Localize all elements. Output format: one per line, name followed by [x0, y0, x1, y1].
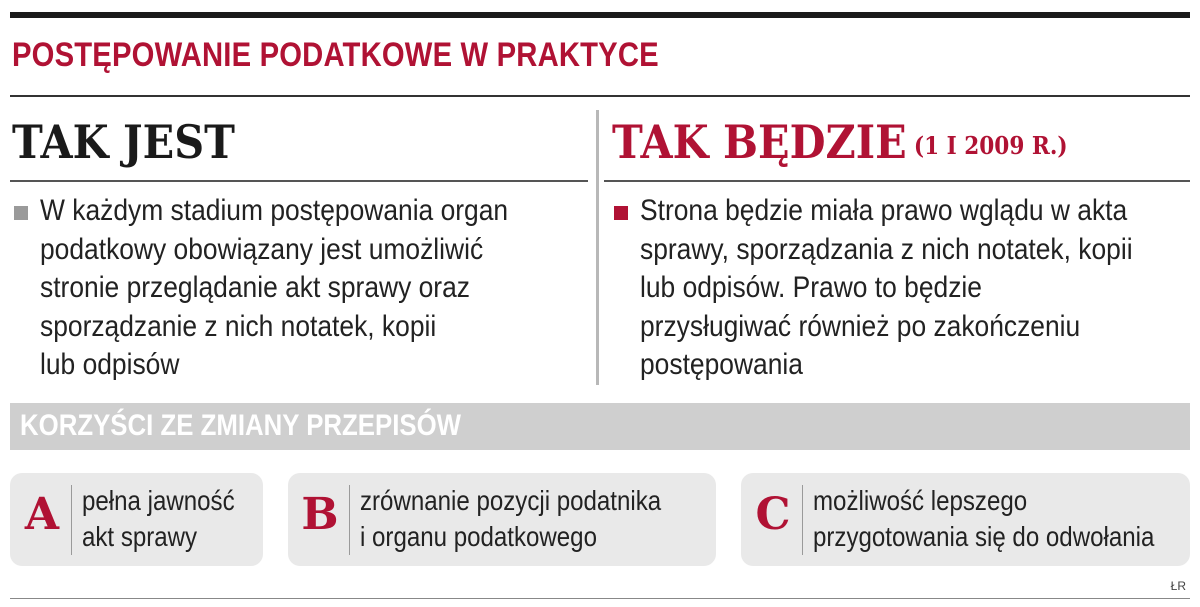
- top-rule: [10, 12, 1190, 18]
- benefits-header-bar: [10, 403, 1190, 450]
- future-state-heading: [612, 116, 1068, 172]
- benefit-line: pełna jawność: [82, 485, 235, 516]
- card-separator: [802, 485, 803, 555]
- current-state-line: sporządzanie z nich notatek, kopii: [40, 309, 437, 343]
- bottom-rule: [10, 598, 1190, 599]
- right-column-rule: [604, 180, 1190, 182]
- benefit-letter: C: [755, 489, 791, 540]
- current-state-line: lub odpisów: [40, 348, 180, 381]
- effective-date: (1 I 2009 R.): [913, 131, 1068, 160]
- benefit-text: [813, 483, 1154, 555]
- current-state-heading: [12, 116, 235, 168]
- benefit-line: przygotowania się do odwołania: [813, 521, 1155, 552]
- benefits-title: KORZYŚCI ZE ZMIANY PRZEPISÓW: [20, 409, 462, 442]
- future-state-line: przysługiwać również po zakończeniu: [640, 309, 1081, 343]
- current-state-text: [40, 192, 568, 385]
- future-state-line: lub odpisów. Prawo to będzie: [640, 271, 982, 304]
- benefit-line: akt sprawy: [82, 521, 198, 552]
- current-state-line: W każdym stadium postępowania organ: [40, 194, 509, 227]
- current-state-line: podatkowy obowiązany jest umożliwić: [40, 232, 484, 266]
- card-separator: [349, 485, 350, 555]
- benefit-letter: B: [301, 489, 339, 540]
- left-column-rule: [10, 180, 588, 182]
- page-title: POSTĘPOWANIE PODATKOWE W PRAKTYCE: [12, 36, 659, 74]
- column-divider: [596, 110, 599, 385]
- square-bullet-icon: [14, 206, 28, 220]
- current-state-heading-text: TAK JEST: [12, 115, 235, 169]
- future-state-text: [640, 192, 1194, 385]
- benefit-card-b: [288, 473, 716, 566]
- current-state-line: stronie przeglądanie akt sprawy oraz: [40, 271, 470, 304]
- benefit-card-c: [741, 473, 1190, 566]
- benefit-line: możliwość lepszego: [813, 485, 1028, 516]
- square-bullet-icon: [614, 206, 628, 220]
- future-state-line: postępowania: [640, 348, 803, 381]
- benefit-line: i organu podatkowego: [360, 521, 597, 552]
- benefit-text: [360, 483, 661, 555]
- author-credit: ŁR: [1170, 579, 1186, 593]
- future-state-heading-text: TAK BĘDZIE: [612, 115, 907, 169]
- benefit-text: [82, 483, 235, 555]
- benefit-letter: A: [24, 489, 60, 540]
- future-state-line: Strona będzie miała prawo wglądu w akta: [640, 194, 1128, 227]
- card-separator: [71, 485, 72, 555]
- title-divider: [10, 95, 1190, 97]
- benefit-card-a: [10, 473, 263, 566]
- future-state-line: sprawy, sporządzania z nich notatek, kopii: [640, 232, 1133, 266]
- benefit-line: zrównanie pozycji podatnika: [360, 485, 662, 516]
